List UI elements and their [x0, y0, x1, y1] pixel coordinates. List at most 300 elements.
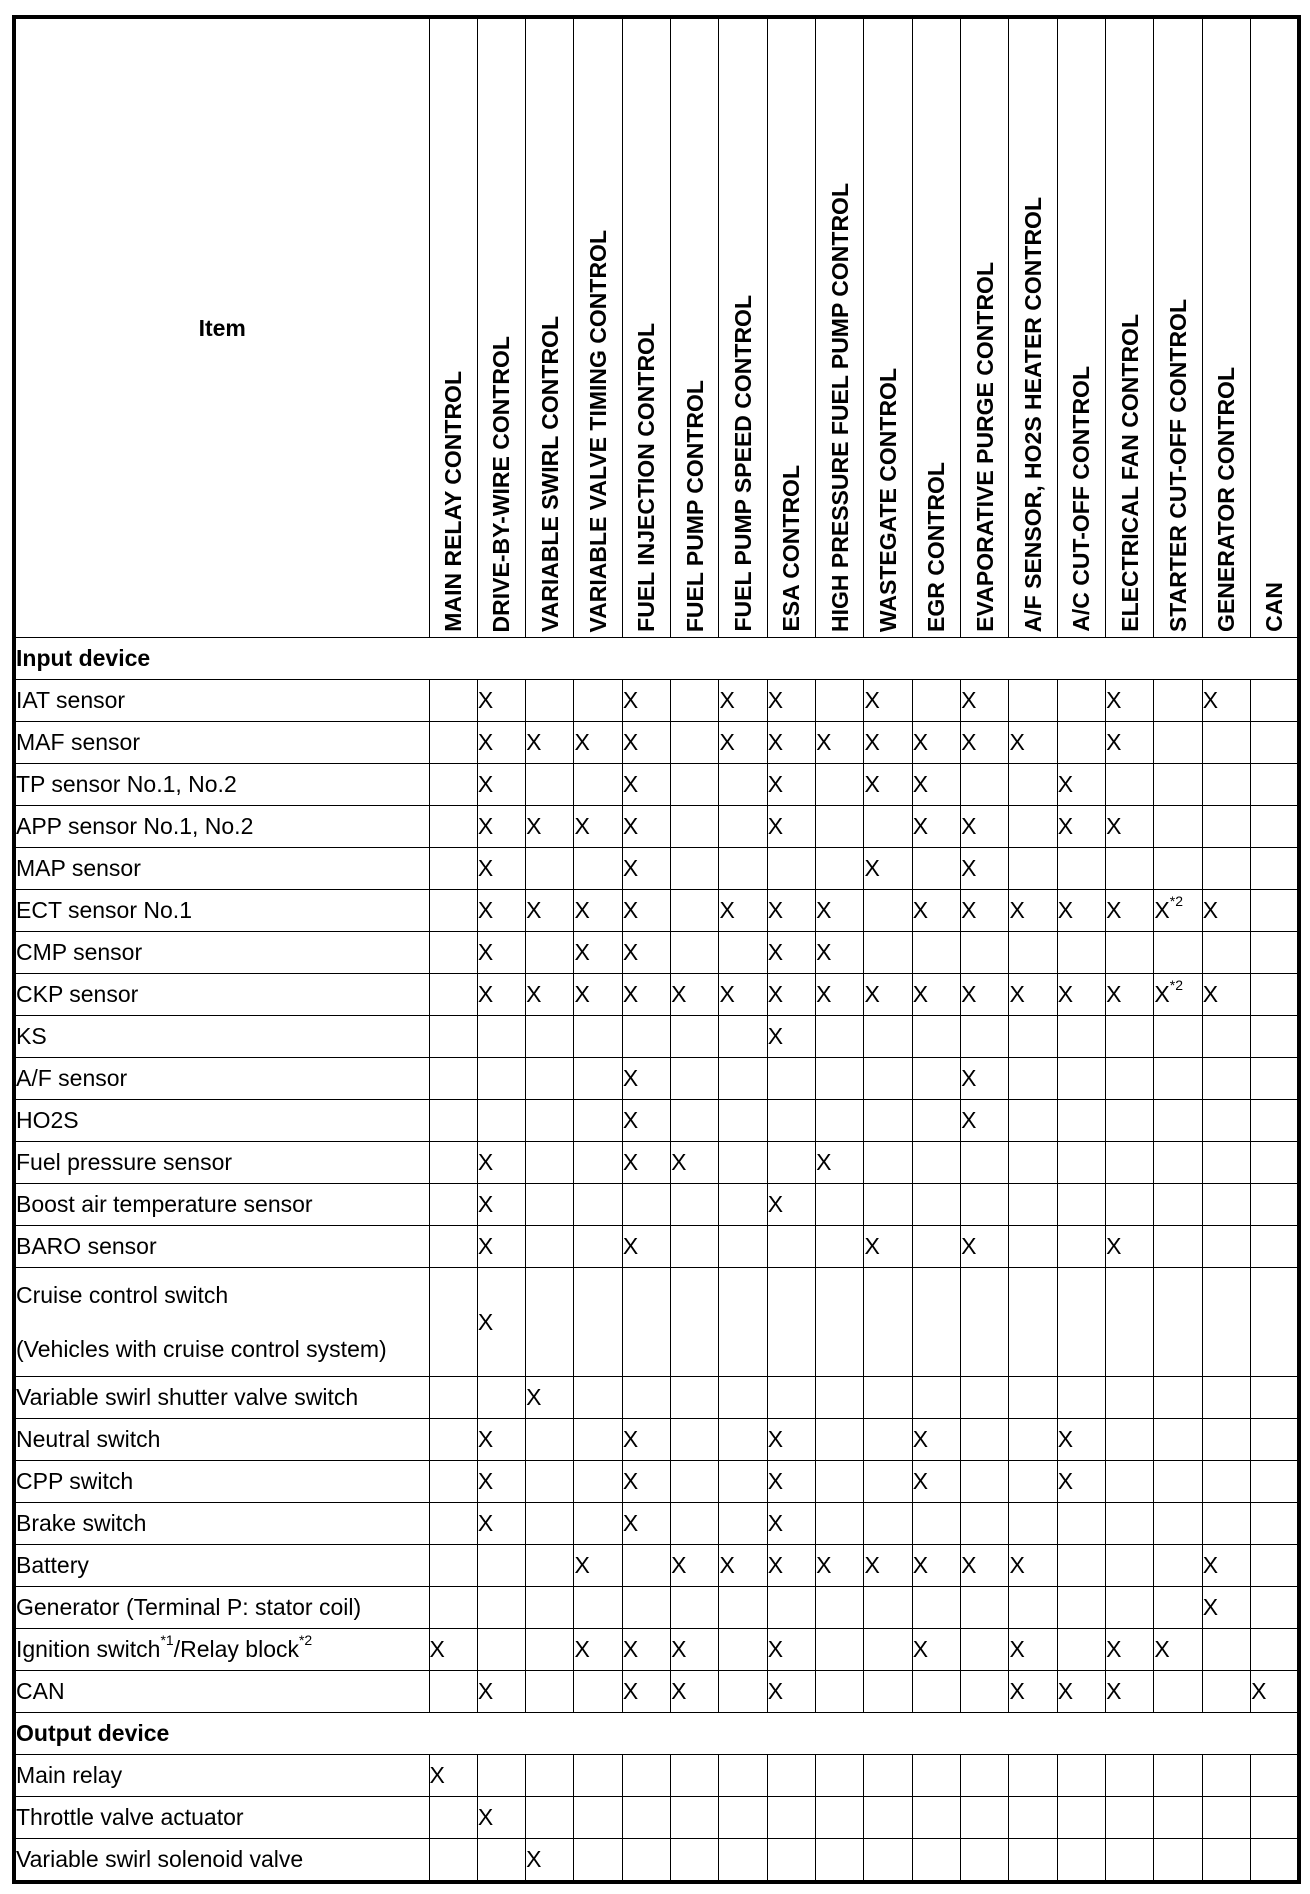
matrix-cell	[1202, 932, 1250, 974]
table-row	[14, 1142, 1299, 1184]
matrix-cell: X	[477, 764, 525, 806]
matrix-cell: X	[816, 1142, 864, 1184]
matrix-cell	[816, 1184, 864, 1226]
row-label	[14, 932, 429, 974]
matrix-cell: X	[1057, 1461, 1105, 1503]
matrix-cell	[1154, 1419, 1202, 1461]
matrix-cell	[816, 1587, 864, 1629]
column-header-label: A/C CUT-OFF CONTROL	[1068, 366, 1095, 632]
matrix-cell	[477, 1839, 525, 1883]
matrix-cell	[1106, 848, 1154, 890]
matrix-cell	[1057, 722, 1105, 764]
matrix-cell	[1057, 1142, 1105, 1184]
row-label-text: A/F sensor	[16, 1065, 128, 1091]
matrix-cell	[961, 1419, 1009, 1461]
matrix-cell	[961, 1671, 1009, 1713]
matrix-cell: X	[1154, 1629, 1202, 1671]
matrix-cell	[912, 848, 960, 890]
column-header	[1106, 17, 1154, 638]
column-header-label: ESA CONTROL	[778, 465, 805, 632]
matrix-cell: X	[767, 1671, 815, 1713]
matrix-cell	[912, 1058, 960, 1100]
table-row	[14, 764, 1299, 806]
matrix-cell	[1009, 1226, 1057, 1268]
matrix-cell	[526, 1142, 574, 1184]
matrix-cell	[526, 1797, 574, 1839]
matrix-cell	[574, 1587, 622, 1629]
matrix-cell	[864, 1377, 912, 1419]
matrix-cell	[1106, 1016, 1154, 1058]
matrix-cell: X	[1202, 680, 1250, 722]
matrix-cell	[816, 1100, 864, 1142]
matrix-cell	[719, 1226, 767, 1268]
matrix-cell	[1154, 1058, 1202, 1100]
matrix-cell: X	[961, 680, 1009, 722]
matrix-cell	[1202, 1461, 1250, 1503]
matrix-cell	[1251, 1058, 1299, 1100]
matrix-cell	[1202, 1377, 1250, 1419]
matrix-cell	[1009, 1268, 1057, 1377]
matrix-cell	[961, 1377, 1009, 1419]
matrix-cell: X	[1106, 806, 1154, 848]
matrix-cell	[1251, 764, 1299, 806]
row-label-text: Variable swirl solenoid valve	[16, 1846, 304, 1872]
matrix-cell	[671, 932, 719, 974]
matrix-cell	[1057, 848, 1105, 890]
matrix-cell	[1106, 1377, 1154, 1419]
matrix-cell	[1106, 932, 1154, 974]
matrix-cell: X	[912, 764, 960, 806]
matrix-cell	[429, 1016, 477, 1058]
row-label	[14, 1503, 429, 1545]
matrix-cell	[719, 1797, 767, 1839]
row-label-text: HO2S	[16, 1107, 79, 1133]
matrix-cell	[961, 1016, 1009, 1058]
row-label	[14, 1377, 429, 1419]
row-label	[14, 890, 429, 932]
matrix-cell	[767, 1839, 815, 1883]
matrix-cell	[816, 1226, 864, 1268]
matrix-cell: X	[719, 680, 767, 722]
matrix-cell	[1009, 764, 1057, 806]
matrix-cell	[574, 1839, 622, 1883]
matrix-cell	[864, 1503, 912, 1545]
matrix-cell	[816, 1839, 864, 1883]
matrix-cell	[719, 1058, 767, 1100]
matrix-cell: X	[622, 1503, 670, 1545]
matrix-cell: X	[477, 848, 525, 890]
table-row	[14, 1797, 1299, 1839]
matrix-cell	[719, 1839, 767, 1883]
matrix-cell	[719, 1268, 767, 1377]
matrix-cell	[1057, 680, 1105, 722]
column-header-label: VARIABLE SWIRL CONTROL	[536, 315, 563, 632]
matrix-cell	[1009, 1100, 1057, 1142]
column-header	[1202, 17, 1250, 638]
matrix-cell	[1106, 1268, 1154, 1377]
matrix-cell: X	[671, 1629, 719, 1671]
matrix-cell	[429, 1797, 477, 1839]
matrix-cell	[1154, 764, 1202, 806]
table-row	[14, 1419, 1299, 1461]
matrix-cell	[816, 1461, 864, 1503]
matrix-cell	[1057, 1100, 1105, 1142]
matrix-cell	[1202, 1226, 1250, 1268]
matrix-cell	[1057, 1226, 1105, 1268]
matrix-cell: X	[767, 764, 815, 806]
matrix-cell	[429, 848, 477, 890]
matrix-cell: X	[1106, 722, 1154, 764]
matrix-cell	[1154, 1839, 1202, 1883]
column-header-label: MAIN RELAY CONTROL	[440, 371, 467, 632]
column-header	[912, 17, 960, 638]
table-body	[14, 638, 1299, 1883]
matrix-cell	[1202, 1142, 1250, 1184]
matrix-cell	[767, 1377, 815, 1419]
matrix-cell	[1106, 1100, 1154, 1142]
matrix-cell	[961, 1184, 1009, 1226]
row-label	[14, 1461, 429, 1503]
matrix-cell	[1106, 764, 1154, 806]
matrix-cell: X	[477, 806, 525, 848]
matrix-cell	[526, 1545, 574, 1587]
matrix-cell	[719, 1755, 767, 1797]
matrix-cell	[1009, 1016, 1057, 1058]
table-row	[14, 806, 1299, 848]
matrix-cell	[1106, 1503, 1154, 1545]
table-row	[14, 848, 1299, 890]
matrix-cell: X	[622, 1419, 670, 1461]
matrix-cell	[671, 1755, 719, 1797]
matrix-cell: X	[767, 1184, 815, 1226]
matrix-cell	[477, 1100, 525, 1142]
matrix-cell: X	[864, 1226, 912, 1268]
matrix-cell: X	[816, 722, 864, 764]
column-header-label: FUEL PUMP SPEED CONTROL	[730, 295, 757, 632]
matrix-cell	[1251, 890, 1299, 932]
matrix-cell	[1154, 1797, 1202, 1839]
matrix-cell	[1057, 1839, 1105, 1883]
column-header	[1009, 17, 1057, 638]
matrix-cell	[1057, 932, 1105, 974]
matrix-cell	[429, 1100, 477, 1142]
matrix-cell: X	[912, 1419, 960, 1461]
matrix-cell: X	[574, 974, 622, 1016]
matrix-cell	[1154, 1545, 1202, 1587]
matrix-cell	[1251, 806, 1299, 848]
matrix-cell: X	[477, 1268, 525, 1377]
column-header	[961, 17, 1009, 638]
row-label-note: (Vehicles with cruise control system)	[16, 1336, 387, 1362]
column-header-label: ELECTRICAL FAN CONTROL	[1116, 314, 1143, 632]
matrix-cell	[574, 1797, 622, 1839]
matrix-cell	[864, 1268, 912, 1377]
matrix-cell	[526, 764, 574, 806]
matrix-cell	[526, 680, 574, 722]
matrix-cell	[912, 1226, 960, 1268]
column-header	[526, 17, 574, 638]
matrix-cell	[1009, 1587, 1057, 1629]
matrix-cell	[671, 1268, 719, 1377]
matrix-cell	[1009, 932, 1057, 974]
matrix-cell	[1154, 1142, 1202, 1184]
matrix-cell: X	[1106, 680, 1154, 722]
matrix-cell	[767, 1058, 815, 1100]
matrix-cell	[429, 1461, 477, 1503]
matrix-cell: X	[477, 932, 525, 974]
matrix-cell: X	[477, 1503, 525, 1545]
table-row	[14, 1545, 1299, 1587]
matrix-cell	[719, 1142, 767, 1184]
matrix-cell	[719, 1419, 767, 1461]
matrix-cell	[864, 1142, 912, 1184]
row-label	[14, 1184, 429, 1226]
table-row	[14, 890, 1299, 932]
matrix-cell: X	[622, 764, 670, 806]
row-label-text: CPP switch	[16, 1468, 134, 1494]
matrix-cell: X	[574, 890, 622, 932]
matrix-cell	[622, 1797, 670, 1839]
column-header-label: FUEL PUMP CONTROL	[681, 379, 708, 632]
matrix-cell	[1057, 1503, 1105, 1545]
item-column-header: Item	[14, 17, 429, 638]
matrix-cell: X	[1202, 1545, 1250, 1587]
matrix-cell	[1009, 1461, 1057, 1503]
matrix-cell	[961, 1629, 1009, 1671]
matrix-cell: X	[719, 722, 767, 764]
matrix-cell: X	[816, 890, 864, 932]
matrix-cell	[429, 1839, 477, 1883]
matrix-cell	[574, 1184, 622, 1226]
row-label-text: CMP sensor	[16, 939, 143, 965]
matrix-cell	[671, 1100, 719, 1142]
matrix-cell: X	[622, 1671, 670, 1713]
matrix-cell: X	[526, 806, 574, 848]
matrix-cell	[961, 1755, 1009, 1797]
matrix-cell	[1009, 1797, 1057, 1839]
matrix-cell	[1202, 764, 1250, 806]
matrix-cell: X	[622, 932, 670, 974]
matrix-cell	[574, 1755, 622, 1797]
matrix-cell: X	[477, 1142, 525, 1184]
matrix-cell	[1251, 1755, 1299, 1797]
matrix-cell	[719, 1503, 767, 1545]
matrix-cell	[1251, 1142, 1299, 1184]
column-header	[864, 17, 912, 638]
matrix-cell	[719, 848, 767, 890]
table-row	[14, 974, 1299, 1016]
matrix-cell	[767, 1268, 815, 1377]
row-label-text: Variable swirl shutter valve switch	[16, 1384, 359, 1410]
matrix-cell: X	[719, 1545, 767, 1587]
matrix-cell: X	[574, 932, 622, 974]
matrix-cell	[1154, 1587, 1202, 1629]
matrix-cell	[864, 932, 912, 974]
matrix-cell	[429, 1058, 477, 1100]
column-header-label: CAN	[1261, 582, 1288, 632]
matrix-cell	[864, 1058, 912, 1100]
row-label: Ignition switch$^{*1}$/Relay block$^{*2}$	[14, 1629, 429, 1671]
row-label-text: Battery	[16, 1552, 89, 1578]
matrix-cell	[961, 1839, 1009, 1883]
matrix-cell: X	[961, 974, 1009, 1016]
matrix-cell: X	[1009, 1671, 1057, 1713]
matrix-cell	[429, 1184, 477, 1226]
matrix-cell	[719, 806, 767, 848]
matrix-cell	[574, 1419, 622, 1461]
matrix-cell: X	[622, 974, 670, 1016]
row-label-text: ECT sensor No.1	[16, 897, 192, 923]
table-row	[14, 1671, 1299, 1713]
row-label	[14, 1226, 429, 1268]
matrix-cell	[1202, 1419, 1250, 1461]
matrix-cell	[1057, 1797, 1105, 1839]
matrix-cell	[912, 1016, 960, 1058]
matrix-cell: X	[912, 890, 960, 932]
matrix-cell	[526, 1671, 574, 1713]
matrix-cell	[1154, 722, 1202, 764]
matrix-cell: X	[912, 1461, 960, 1503]
matrix-cell	[429, 1268, 477, 1377]
matrix-cell	[477, 1016, 525, 1058]
matrix-cell	[816, 1058, 864, 1100]
matrix-cell	[526, 1226, 574, 1268]
row-label-text: Cruise control switch	[16, 1282, 229, 1308]
table-row	[14, 1377, 1299, 1419]
row-label	[14, 722, 429, 764]
matrix-cell	[622, 1587, 670, 1629]
row-label	[14, 1671, 429, 1713]
table-row	[14, 1839, 1299, 1883]
matrix-cell	[1106, 1839, 1154, 1883]
matrix-cell: X	[767, 722, 815, 764]
matrix-cell	[961, 1587, 1009, 1629]
matrix-cell	[526, 1755, 574, 1797]
matrix-cell	[429, 1226, 477, 1268]
matrix-cell: X	[1057, 1419, 1105, 1461]
row-label	[14, 1142, 429, 1184]
matrix-cell	[864, 890, 912, 932]
matrix-cell: X	[1106, 1629, 1154, 1671]
matrix-cell	[1009, 680, 1057, 722]
matrix-cell: X	[767, 1016, 815, 1058]
row-label	[14, 1268, 429, 1377]
table-row	[14, 1058, 1299, 1100]
matrix-cell	[526, 1629, 574, 1671]
matrix-cell	[477, 1377, 525, 1419]
matrix-cell: X	[864, 764, 912, 806]
matrix-cell	[574, 1100, 622, 1142]
matrix-cell	[816, 1419, 864, 1461]
matrix-cell	[1154, 1184, 1202, 1226]
matrix-cell	[1154, 1100, 1202, 1142]
matrix-cell	[767, 1587, 815, 1629]
matrix-cell: X	[961, 1226, 1009, 1268]
matrix-cell	[1009, 1377, 1057, 1419]
matrix-cell	[912, 1797, 960, 1839]
matrix-cell	[671, 1587, 719, 1629]
matrix-cell	[574, 1503, 622, 1545]
matrix-cell	[622, 1268, 670, 1377]
matrix-cell: X	[622, 1058, 670, 1100]
row-label	[14, 806, 429, 848]
table-row	[14, 1184, 1299, 1226]
section-row	[14, 638, 1299, 680]
table-row	[14, 1100, 1299, 1142]
matrix-cell: X	[1251, 1671, 1299, 1713]
column-header	[816, 17, 864, 638]
matrix-cell: X	[671, 1545, 719, 1587]
column-header-label: EGR CONTROL	[923, 462, 950, 632]
matrix-cell	[912, 1184, 960, 1226]
matrix-cell: X	[622, 806, 670, 848]
column-header-label: EVAPORATIVE PURGE CONTROL	[971, 262, 998, 632]
matrix-cell	[1106, 1587, 1154, 1629]
matrix-cell: X	[622, 680, 670, 722]
matrix-cell	[1009, 1058, 1057, 1100]
table-row	[14, 1503, 1299, 1545]
matrix-cell: X	[864, 722, 912, 764]
matrix-cell: X	[767, 932, 815, 974]
matrix-cell	[1202, 806, 1250, 848]
matrix-cell	[671, 1377, 719, 1419]
matrix-cell	[1106, 1545, 1154, 1587]
matrix-cell	[1202, 848, 1250, 890]
table-row	[14, 1226, 1299, 1268]
matrix-cell	[1009, 1184, 1057, 1226]
matrix-cell	[1251, 680, 1299, 722]
row-label	[14, 1058, 429, 1100]
matrix-cell	[719, 1587, 767, 1629]
column-header-label: STARTER CUT-OFF CONTROL	[1165, 298, 1192, 632]
matrix-cell	[864, 1419, 912, 1461]
row-label	[14, 1100, 429, 1142]
matrix-cell	[864, 1016, 912, 1058]
matrix-cell: X	[961, 1545, 1009, 1587]
matrix-cell	[574, 764, 622, 806]
matrix-cell	[864, 1797, 912, 1839]
section-row	[14, 1713, 1299, 1755]
matrix-cell	[1202, 1755, 1250, 1797]
column-header	[574, 17, 622, 638]
matrix-cell: X	[719, 974, 767, 1016]
matrix-cell: X	[767, 890, 815, 932]
matrix-cell: X	[767, 1419, 815, 1461]
matrix-cell: X	[429, 1629, 477, 1671]
matrix-cell: X	[622, 1226, 670, 1268]
matrix-cell: X	[477, 1461, 525, 1503]
matrix-cell	[719, 1629, 767, 1671]
matrix-cell	[1251, 1503, 1299, 1545]
matrix-cell: X	[961, 890, 1009, 932]
matrix-cell	[816, 680, 864, 722]
matrix-cell	[477, 1755, 525, 1797]
matrix-cell	[1202, 722, 1250, 764]
matrix-cell	[429, 890, 477, 932]
matrix-cell	[671, 1503, 719, 1545]
matrix-cell	[1251, 1587, 1299, 1629]
matrix-cell	[912, 1503, 960, 1545]
matrix-cell	[1154, 1503, 1202, 1545]
matrix-cell	[961, 932, 1009, 974]
matrix-cell	[1106, 1142, 1154, 1184]
matrix-cell	[429, 974, 477, 1016]
matrix-cell	[1251, 1100, 1299, 1142]
column-header-label: FUEL INJECTION CONTROL	[633, 323, 660, 632]
matrix-cell: X	[477, 1671, 525, 1713]
row-label	[14, 848, 429, 890]
matrix-cell: X	[1106, 1226, 1154, 1268]
